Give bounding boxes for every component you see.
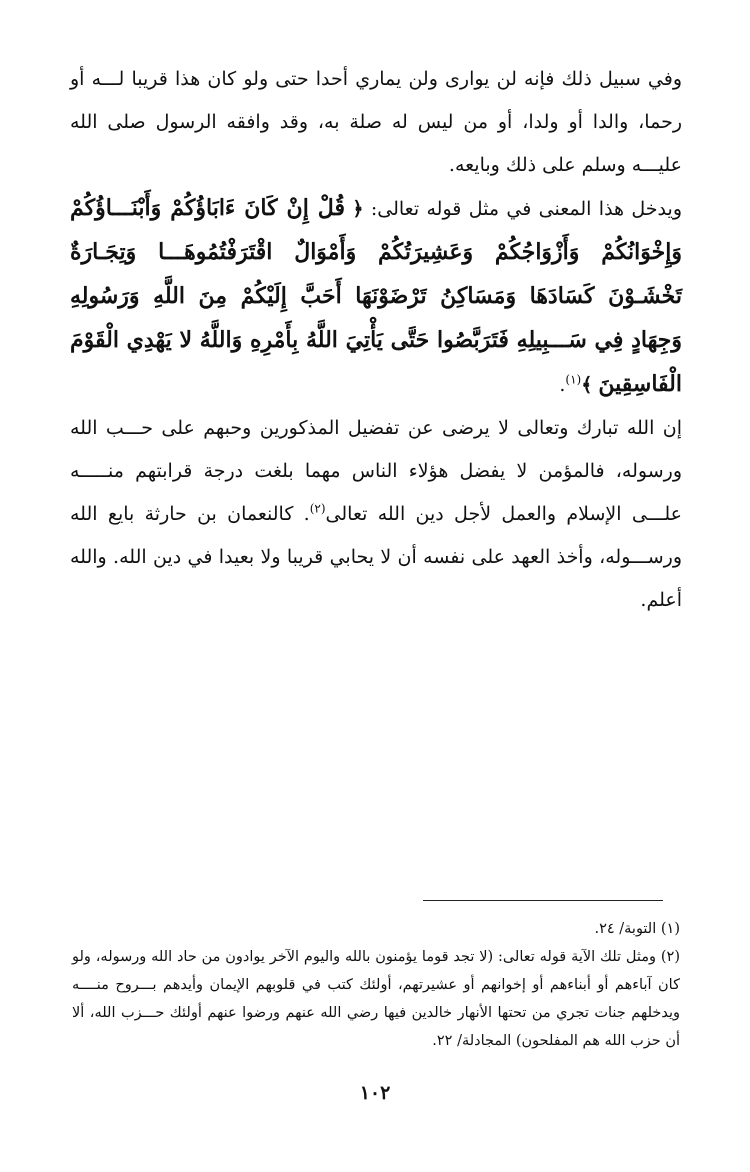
footnote-ref-1: (١) (565, 372, 582, 387)
quran-open-bracket: ﴿ (352, 198, 364, 220)
paragraph-3 (70, 407, 682, 622)
paragraph-1 (70, 58, 682, 187)
footnote-2: (٢) ومثل تلك الآية قوله تعالى: (لا تجد قوما يؤمنون بالله واليوم الآخر يوادون من حاد الله ورسوله، ولو كان آباءهم أو أبناءهم أو إخوانهم أو عشيرتهم، أولئك كتب في قلوبهم الإيمان وأيدهم بـــروح منــــه ويدخلهم جنات تجري من تحتها الأنهار خالدين فيها رضي الله عنهم ورضوا عنهم أولئك حـــزب الله، ألا أن حزب الله هم المفلحون) المجادلة/ ٢٢. (72, 949, 680, 1049)
main-text (70, 58, 682, 622)
quran-close-bracket: ﴾ (581, 374, 593, 396)
quran-verse: قُلْ إِنْ كَانَ ءَابَاؤُكُمْ وَأَبْنَـــاؤُكُمْ وَإِخْوَانُكُمْ وَأَزْوَاجُكُمْ وَعَشِيرَتُكُمْ وَأَمْوَالٌ اقْتَرَفْتُمُوهَـــا وَتِجَـارَةٌ تَخْشَـوْنَ كَسَادَهَا وَمَسَاكِنُ تَرْضَوْنَهَا أَحَبَّ إِلَيْكُمْ مِنَ اللَّهِ وَرَسُولِهِ وَجِهَادٍ فِي سَـــبِيلِهِ فَتَرَبَّصُوا حَتَّى يَأْتِيَ اللَّهُ بِأَمْرِهِ وَاللَّهُ لا يَهْدِي الْقَوْمَ الْفَاسِقِينَ (70, 195, 682, 397)
paragraph-3-text-a: إن الله تبارك وتعالى لا يرضى عن تفضيل المذكورين وحبهم على حـــب الله ورسوله، فالمؤمن لا يفضل هؤلاء الناس مهما بلغت درجة قرابتهم منـــــه علـــى الإسلام والعمل لأجل دين الله تعالى (70, 417, 682, 525)
paragraph-1-text: وفي سبيل ذلك فإنه لن يوارى ولن يماري أحدا حتى ولو كان هذا قريبا لـــه أو رحما، والدا أو ولدا، أو من ليس له صلة به، وقد وافقه الرسول صلى الله عليـــه وسلم على ذلك وبايعه. (70, 68, 682, 176)
paragraph-2 (70, 187, 682, 407)
paragraph-2-end: . (559, 374, 566, 396)
footnote-divider (423, 900, 663, 901)
page-number: ١٠٢ (359, 1082, 391, 1104)
paragraph-3-text-b: . كالنعمان بن حارثة بايع الله ورســـوله، وأخذ العهد على نفسه أن لا يحابي قريبا ولا بعيدا في دين الله. والله أعلم. (70, 503, 682, 611)
footnotes (72, 915, 680, 1055)
footnote-ref-2: (٢) (309, 501, 326, 516)
footnote-1: (١) التوبة/ ٢٤. (594, 921, 680, 937)
paragraph-2-intro: ويدخل هذا المعنى في مثل قوله تعالى: (363, 198, 682, 220)
